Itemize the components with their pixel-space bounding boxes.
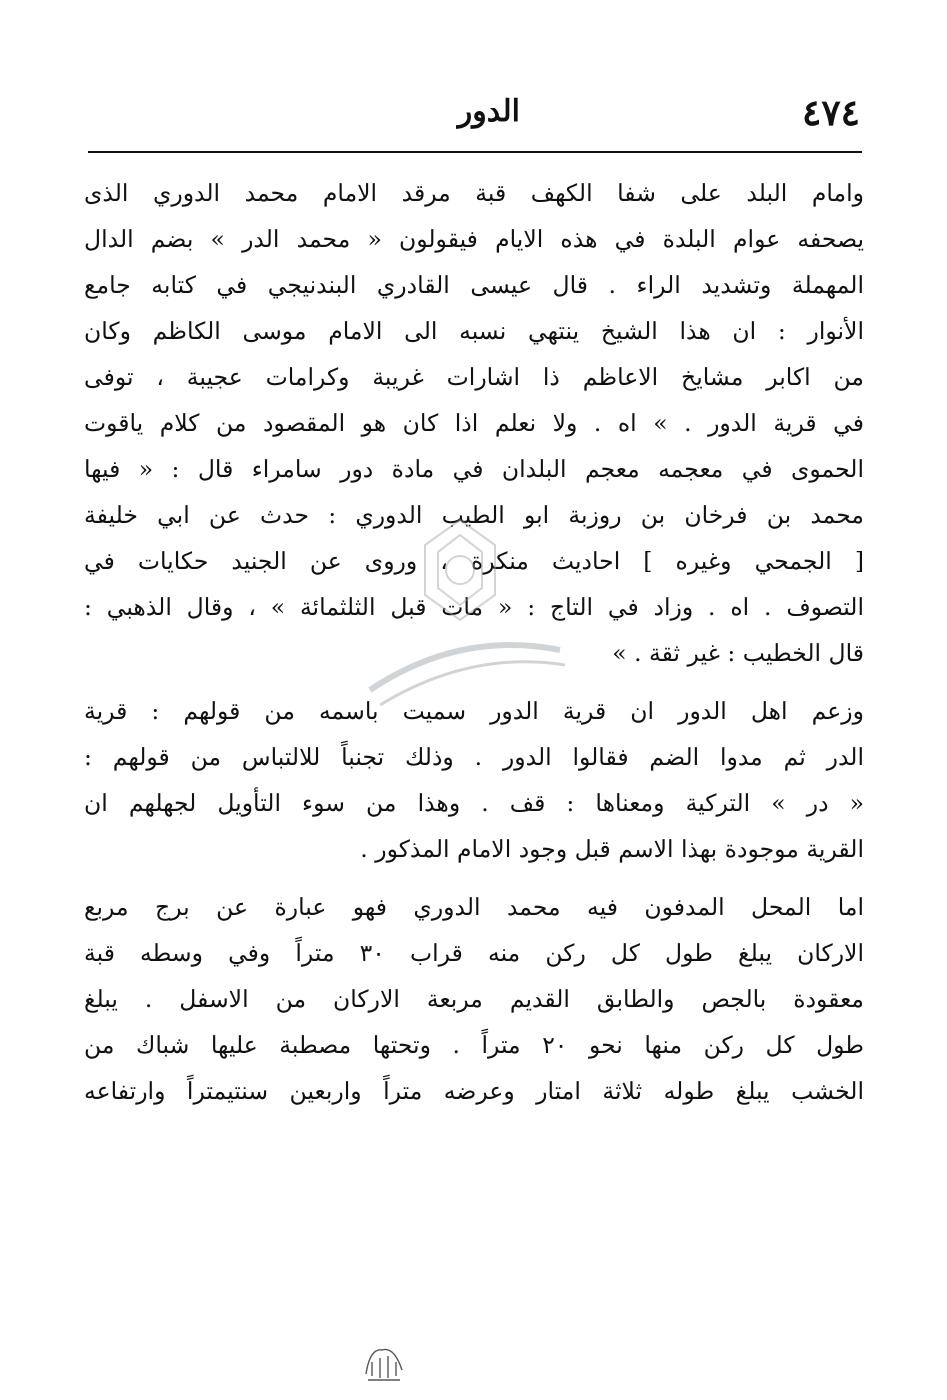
text-line: يصحفه عوام البلدة في هذه الايام فيقولون « محمد الدر » بضم الدال	[84, 225, 864, 253]
text-line: الأنوار : ان هذا الشيخ ينتهي نسبه الى الامام موسى الكاظم وكان	[84, 317, 864, 345]
text-line: الدر ثم مدوا الضم فقالوا الدور . وذلك تجنباً للالتباس من قولهم :	[84, 743, 864, 771]
text-line: وزعم اهل الدور ان قرية الدور سميت باسمه من قولهم : قرية	[84, 697, 864, 725]
text-line: الاركان يبلغ طول كل ركن منه قراب ٣٠ متراً وفي وسطه قبة	[84, 939, 864, 967]
text-line: الخشب يبلغ طوله ثلاثة امتار وعرضه متراً واربعين سنتيمتراً وارتفاعه	[84, 1077, 864, 1105]
text-line: طول كل ركن منها نحو ٢٠ متراً . وتحتها مصطبة عليها شباك من	[84, 1031, 864, 1059]
text-line: اما المحل المدفون فيه محمد الدوري فهو عبارة عن برج مربع	[84, 893, 864, 921]
footer-ornament-stamp-icon	[360, 1340, 408, 1384]
text-line: الحموى في معجمه معجم البلدان في مادة دور سامراء قال : « فيها	[84, 455, 864, 483]
page-header	[88, 92, 860, 142]
header-rule	[88, 151, 862, 153]
page-number: ٤٧٤	[801, 92, 860, 134]
text-line: « در » التركية ومعناها : قف . وهذا من سوء التأويل لجهلهم ان	[84, 789, 864, 817]
paragraph-1	[84, 170, 864, 676]
paragraph-3	[84, 884, 864, 1114]
body-text	[84, 170, 864, 1114]
text-line: القرية موجودة بهذا الاسم قبل وجود الامام المذكور .	[360, 835, 864, 863]
text-line: معقودة بالجص والطابق القديم مربعة الاركان من الاسفل . يبلغ	[84, 985, 864, 1013]
text-line: في قرية الدور . » اه . ولا نعلم اذا كان هو المقصود من كلام ياقوت	[84, 409, 864, 437]
text-line: قال الخطيب : غير ثقة . »	[612, 639, 864, 667]
running-title: الدور	[457, 94, 520, 129]
paragraph-gap	[84, 676, 864, 688]
paragraph-gap	[84, 872, 864, 884]
text-line: من اكابر مشايخ الاعاظم ذا اشارات غريبة وكرامات عجيبة ، توفى	[84, 363, 864, 391]
text-line: محمد بن فرخان بن روزبة ابو الطيب الدوري : حدث عن ابي خليفة	[84, 501, 864, 529]
paragraph-2	[84, 688, 864, 872]
text-line: المهملة وتشديد الراء . قال عيسى القادري البندنيجي في كتابه جامع	[84, 271, 864, 299]
text-line: التصوف . اه . وزاد في التاج : « مات قبل الثلثمائة » ، وقال الذهبي :	[84, 593, 864, 621]
text-line: وامام البلد على شفا الكهف قبة مرقد الامام محمد الدوري الذى	[84, 179, 864, 207]
text-line: [ الجمحي وغيره ] احاديث منكرة ، وروى عن الجنيد حكايات في	[84, 547, 864, 575]
